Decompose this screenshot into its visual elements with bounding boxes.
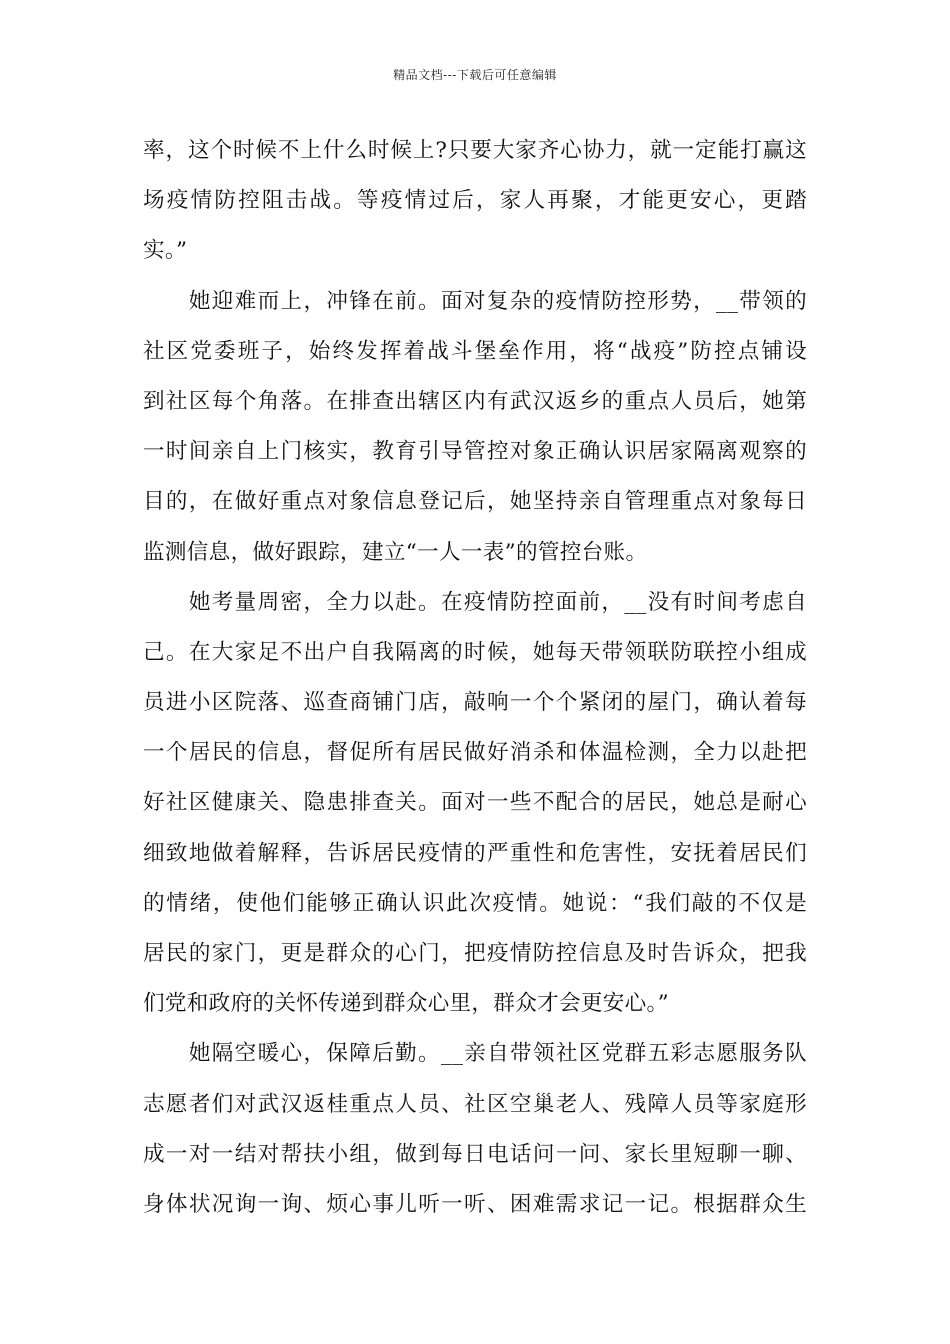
text-line: 目的，在做好重点对象信息登记后，她坚持亲自管理重点对象每日 [143, 489, 807, 515]
text-line: 志愿者们对武汉返桂重点人员、社区空巢老人、残障人员等家庭形 [143, 1091, 807, 1117]
body-text [143, 126, 807, 1230]
text-line: 一个居民的信息，督促所有居民做好消杀和体温检测，全力以赴把 [143, 740, 807, 766]
text-line: 她迎难而上，冲锋在前。面对复杂的疫情防控形势，__带领的 [143, 288, 807, 314]
text-line: 们党和政府的关怀传递到群众心里，群众才会更安心。” [143, 991, 669, 1017]
text-line: 一时间亲自上门核实，教育引导管控对象正确认识居家隔离观察的 [143, 439, 807, 465]
text-line: 实。” [143, 238, 188, 264]
text-line: 她隔空暖心，保障后勤。__亲自带领社区党群五彩志愿服务队 [143, 1041, 807, 1067]
text-line: 她考量周密，全力以赴。在疫情防控面前，__没有时间考虑自 [143, 589, 807, 615]
text-line: 居民的家门，更是群众的心门，把疫情防控信息及时告诉众，把我 [143, 941, 807, 966]
text-line: 到社区每个角落。在排查出辖区内有武汉返乡的重点人员后，她第 [143, 388, 807, 414]
text-line: 己。在大家足不出户自我隔离的时候，她每天带领联防联控小组成 [143, 639, 807, 665]
text-line: 的情绪，使他们能够正确认识此次疫情。她说：“我们敲的不仅是 [143, 890, 807, 916]
text-line: 细致地做着解释，告诉居民疫情的严重性和危害性，安抚着居民们 [143, 840, 807, 866]
text-line: 成一对一结对帮扶小组，做到每日电话问一问、家长里短聊一聊、 [143, 1141, 807, 1167]
text-line: 身体状况询一询、烦心事儿听一听、困难需求记一记。根据群众生 [143, 1191, 807, 1217]
text-line: 员进小区院落、巡查商铺门店，敲响一个个紧闭的屋门，确认着每 [143, 690, 807, 716]
text-line: 场疫情防控阻击战。等疫情过后，家人再聚，才能更安心，更踏 [143, 188, 807, 214]
text-line: 监测信息，做好跟踪，建立“一人一表”的管控台账。 [143, 539, 648, 565]
page-header: 精品文档---下载后可任意编辑 [393, 68, 557, 82]
text-line: 率，这个时候不上什么时候上?只要大家齐心协力，就一定能打赢这 [143, 138, 807, 163]
text-line: 社区党委班子，始终发挥着战斗堡垒作用，将“战疫”防控点铺设 [143, 338, 807, 364]
text-line: 好社区健康关、隐患排查关。面对一些不配合的居民，她总是耐心 [143, 790, 807, 816]
